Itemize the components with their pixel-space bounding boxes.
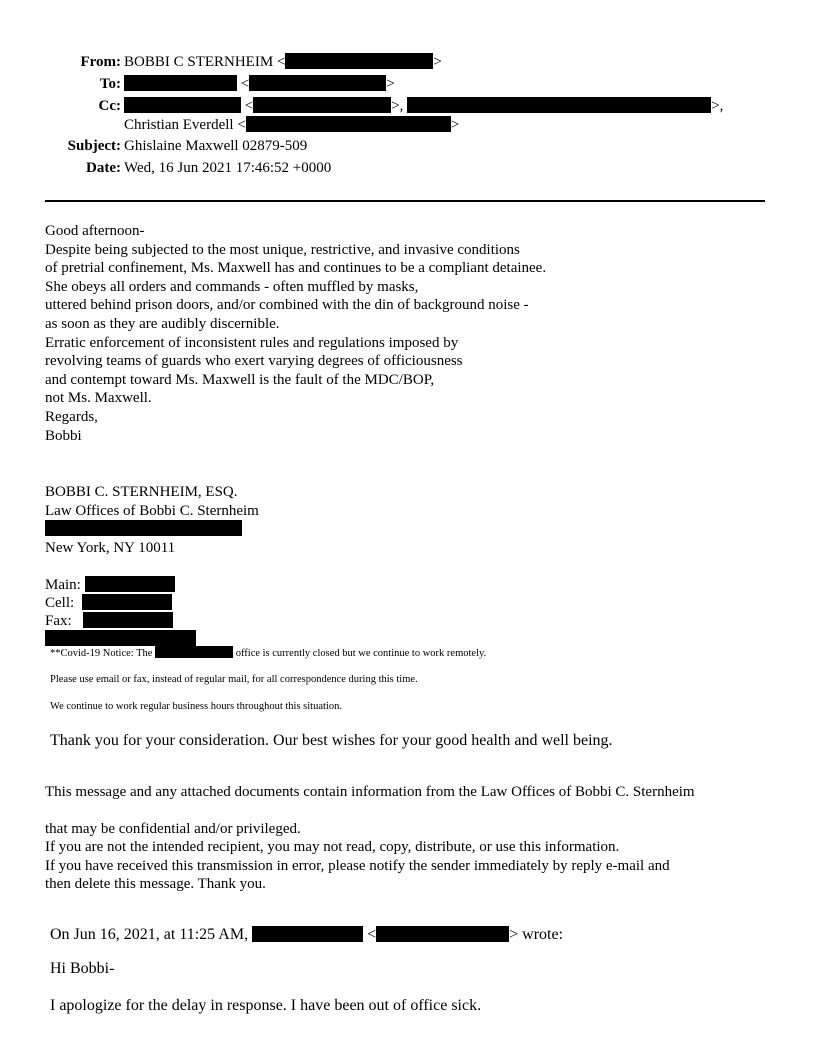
quoted-intro-suffix: wrote: bbox=[522, 926, 564, 943]
redaction bbox=[45, 630, 196, 646]
to-field: < > bbox=[124, 75, 395, 93]
subject-label: Subject: bbox=[67, 138, 121, 154]
main-label: Main: bbox=[45, 577, 81, 593]
cc-field: < >, >, bbox=[124, 97, 723, 115]
cc-name: Christian Everdell bbox=[124, 117, 234, 133]
body-line: Regards, bbox=[45, 409, 98, 425]
redaction bbox=[249, 75, 386, 91]
body-line: and contempt toward Ms. Maxwell is the fault of the MDC/BOP, bbox=[45, 371, 435, 388]
fax-label: Fax: bbox=[45, 613, 72, 629]
main-phone bbox=[45, 576, 175, 594]
body-line: uttered behind prison doors, and/or combined with the din of background noise - bbox=[45, 297, 529, 314]
body-line: as soon as they are audibly discernible. bbox=[45, 316, 280, 332]
quoted-greeting: Hi Bobbi- bbox=[50, 960, 115, 977]
header-divider bbox=[45, 200, 765, 202]
redaction bbox=[45, 520, 242, 536]
redaction bbox=[376, 926, 509, 942]
body-line: Good afternoon- bbox=[45, 223, 145, 239]
disclaimer-line-2: that may be confidential and/or privileged. bbox=[45, 821, 301, 837]
from-label: From: bbox=[80, 54, 121, 70]
notice-line-2: Please use email or fax, instead of regular mail, for all correspondence during this time. bbox=[50, 674, 418, 685]
date-value: Wed, 16 Jun 2021 17:46:52 +0000 bbox=[124, 160, 332, 176]
quoted-line-1: I apologize for the delay in response. I have been out of office sick. bbox=[50, 997, 482, 1014]
covid-prefix: **Covid-19 Notice: The bbox=[50, 648, 153, 659]
quoted-intro: On Jun 16, 2021, at 11:25 AM, < > wrote: bbox=[50, 926, 564, 943]
body-line: She obeys all orders and commands - often muffled by masks, bbox=[45, 278, 419, 295]
body-line: Erratic enforcement of inconsistent rules and regulations imposed by bbox=[45, 334, 459, 351]
body-line: Bobbi bbox=[45, 427, 82, 444]
redaction bbox=[246, 116, 451, 132]
disclaimer-line-5: then delete this message. Thank you. bbox=[45, 876, 266, 892]
cc-label: Cc: bbox=[98, 98, 121, 114]
cell-phone bbox=[45, 594, 172, 612]
redaction bbox=[155, 646, 233, 658]
disclaimer-line-1: This message and any attached documents contain information from the Law Offices of Bobbi C. Sternheim bbox=[45, 784, 695, 800]
subject-value: Ghislaine Maxwell 02879-509 bbox=[124, 138, 308, 154]
redaction bbox=[124, 75, 237, 91]
body-line: Despite being subjected to the most unique, restrictive, and invasive conditions bbox=[45, 241, 520, 258]
redaction bbox=[82, 594, 172, 610]
redaction bbox=[124, 97, 241, 113]
signature-firm: Law Offices of Bobbi C. Sternheim bbox=[45, 503, 259, 519]
fax-number bbox=[45, 612, 173, 630]
signature-name: BOBBI C. STERNHEIM, ESQ. bbox=[45, 484, 238, 500]
body-line: revolving teams of guards who exert varying degrees of officiousness bbox=[45, 353, 463, 370]
quoted-intro-prefix: On Jun 16, 2021, at 11:25 AM, bbox=[50, 926, 249, 943]
redaction bbox=[407, 97, 711, 113]
body-line: of pretrial confinement, Ms. Maxwell has and continues to be a compliant detainee. bbox=[45, 260, 547, 277]
cell-label: Cell: bbox=[45, 595, 75, 611]
body-line: not Ms. Maxwell. bbox=[45, 390, 152, 407]
disclaimer-line-4: If you have received this transmission in error, please notify the sender immediately by reply e-mail and bbox=[45, 858, 670, 874]
signature-city: New York, NY 10011 bbox=[45, 540, 176, 556]
disclaimer-line-3: If you are not the intended recipient, you may not read, copy, distribute, or use this information. bbox=[45, 839, 620, 855]
from-field: BOBBI C STERNHEIM < > bbox=[124, 54, 442, 70]
notice-line-3: We continue to work regular business hours throughout this situation. bbox=[50, 701, 342, 712]
redaction bbox=[253, 97, 391, 113]
from-name: BOBBI C STERNHEIM bbox=[124, 54, 274, 70]
covid-suffix: office is currently closed but we continue to work remotely. bbox=[235, 648, 487, 659]
thanks-line: Thank you for your consideration. Our best wishes for your good health and well being. bbox=[50, 732, 613, 749]
redaction bbox=[85, 576, 175, 592]
redaction bbox=[83, 612, 173, 628]
signature-address bbox=[45, 520, 242, 538]
date-label: Date: bbox=[86, 160, 121, 176]
covid-notice bbox=[50, 645, 486, 663]
redaction bbox=[285, 53, 433, 69]
redaction bbox=[252, 926, 363, 942]
cc-field-2: Christian Everdell < > bbox=[124, 117, 460, 133]
to-label: To: bbox=[99, 76, 121, 92]
